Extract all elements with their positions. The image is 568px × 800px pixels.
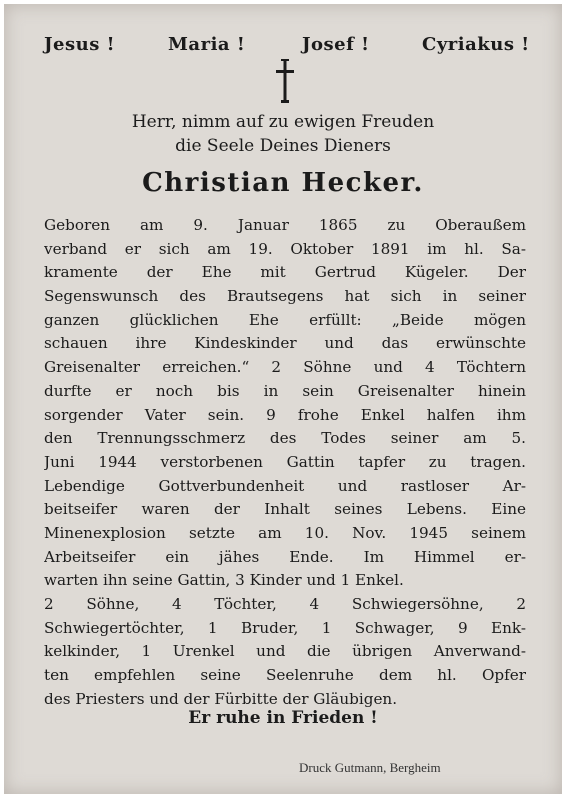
invocation-jesus: Jesus ! (44, 34, 115, 55)
text-line: sorgender Vater sein. 9 frohe Enkel halfen ihm (44, 405, 526, 424)
biography-text (44, 214, 526, 711)
text-line: kelkinder, 1 Urenkel und die übrigen Anverwand- (44, 642, 526, 661)
text-line: kramente der Ehe mit Gertrud Kügeler. Der (44, 263, 526, 282)
text-line: Geboren am 9. Januar 1865 zu Oberaußem (44, 216, 526, 234)
deceased-name: Christian Hecker. (142, 168, 424, 198)
invocations-row (4, 34, 562, 60)
memorial-card (4, 4, 562, 794)
text-line: Arbeitseifer ein jähes Ende. Im Himmel er- (44, 547, 526, 566)
text-line: 2 Söhne, 4 Töchter, 4 Schwiegersöhne, 2 (44, 595, 526, 613)
text-line: ganzen glücklichen Ehe erfüllt: „Beide mögen (44, 310, 526, 329)
header-line-2: die Seele Deines Dieners (175, 136, 391, 156)
text-line: beitseifer waren der Inhalt seines Lebens. Eine (44, 500, 526, 519)
closing-prayer: Er ruhe in Frieden ! (188, 708, 378, 728)
printer-imprint: Druck Gutmann, Bergheim (299, 760, 441, 775)
invocation-cyriakus: Cyriakus ! (422, 34, 530, 55)
text-line: Segenswunsch des Brautsegens hat sich in seiner (44, 287, 526, 306)
text-line: Minenexplosion setzte am 10. Nov. 1945 seinem (44, 523, 526, 542)
invocation-josef: Josef ! (302, 34, 370, 55)
text-line: Greisenalter erreichen.“ 2 Söhne und 4 Töchtern (44, 358, 526, 377)
header-line-1: Herr, nimm auf zu ewigen Freuden (131, 112, 435, 132)
text-line: des Priesters und der Fürbitte der Gläubigen. (44, 689, 398, 708)
text-line: Lebendige Gottverbundenheit und rastloser Ar- (44, 476, 526, 495)
text-line: verband er sich am 19. Oktober 1891 im hl. Sa- (44, 239, 526, 258)
text-line: den Trennungsschmerz des Todes seiner am 5. (44, 429, 526, 448)
text-line: Schwiegertöchter, 1 Bruder, 1 Schwager, 9 Enk- (44, 618, 526, 637)
text-line: warten ihn seine Gattin, 3 Kinder und 1 Enkel. (44, 571, 404, 590)
text-line: schauen ihre Kindeskinder und das erwünschte (44, 334, 526, 353)
text-line: durfte er noch bis in sein Greisenalter hinein (44, 381, 526, 400)
latin-cross-icon (274, 58, 296, 104)
text-line: ten empfehlen seine Seelenruhe dem hl. Opfer (44, 666, 526, 685)
invocation-maria: Maria ! (168, 34, 246, 55)
text-line: Juni 1944 verstorbenen Gattin tapfer zu tragen. (44, 452, 526, 471)
